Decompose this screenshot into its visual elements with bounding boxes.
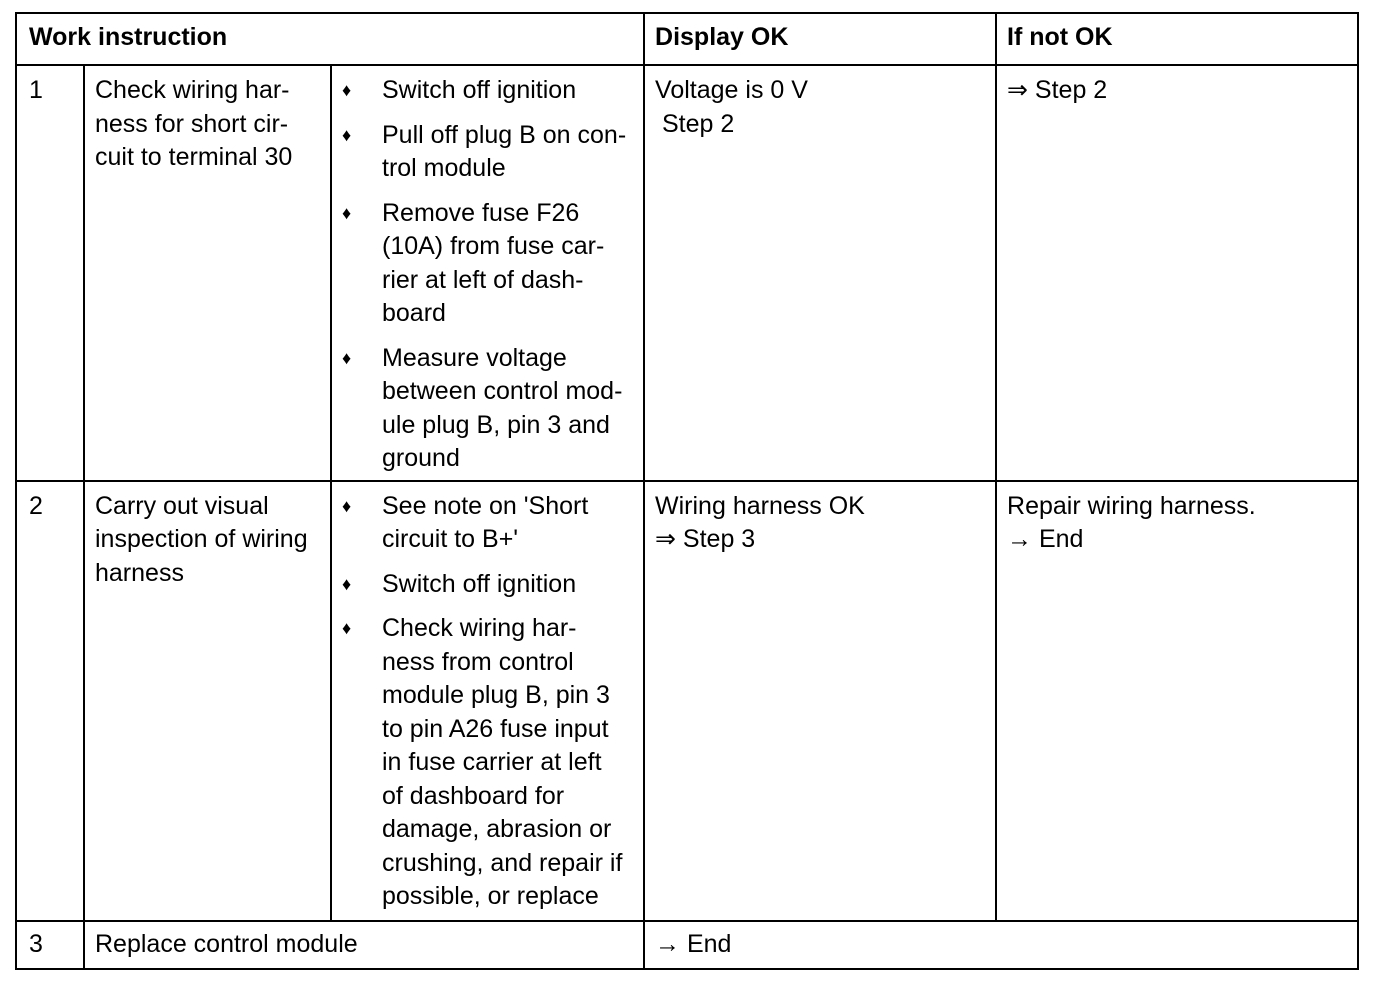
step-result-cell: → End <box>644 921 1358 969</box>
text-line: ⇒ Step 3 <box>655 525 756 553</box>
text-line: ⇒ Step 2 <box>1007 76 1108 104</box>
diamond-bullet-icon: ♦ <box>342 347 352 368</box>
text-line: Pull off plug B on con- <box>382 120 627 149</box>
text-line: crushing, and repair if <box>382 848 623 877</box>
text-line: Measure voltage <box>382 343 567 372</box>
text-line: damage, abrasion or <box>382 815 612 843</box>
text-line: between control mod- <box>382 377 623 405</box>
list-item <box>342 490 633 557</box>
text-line: See note on 'Short <box>382 491 589 520</box>
text-line: Switch off ignition <box>382 76 577 104</box>
text-line: ule plug B, pin 3 and <box>382 410 610 439</box>
text-line: board <box>382 299 446 327</box>
text-line: of dashboard for <box>382 781 565 810</box>
text-line: circuit to B+' <box>382 525 519 553</box>
diamond-bullet-icon: ♦ <box>342 80 352 100</box>
step-description: Replace control module <box>84 921 644 969</box>
text-line: inspection of wiring <box>95 525 308 553</box>
diamond-bullet-icon: ♦ <box>342 202 352 223</box>
work-instruction-table <box>15 12 1359 970</box>
diamond-bullet-icon: ♦ <box>342 573 352 594</box>
text-line: ness from control <box>382 647 574 676</box>
action-list <box>342 74 633 476</box>
text-line: (10A) from fuse car- <box>382 232 605 260</box>
text-line: ground <box>382 444 460 472</box>
step-actions <box>331 65 644 481</box>
header-work-instruction: Work instruction <box>16 13 644 65</box>
text-line: Check wiring har- <box>382 614 577 642</box>
list-item <box>342 74 633 108</box>
text-line: Repair wiring harness. <box>1007 491 1256 520</box>
list-item <box>342 197 633 331</box>
text-line: → End <box>1007 525 1084 553</box>
display-ok-cell <box>644 65 996 481</box>
text-line: Voltage is 0 V <box>655 76 808 104</box>
step-number: 3 <box>16 921 84 969</box>
text-line: trol module <box>382 154 506 182</box>
text-line: possible, or replace <box>382 882 599 910</box>
list-item <box>342 119 633 186</box>
step-number: 1 <box>16 65 84 481</box>
header-row <box>16 13 1358 65</box>
diamond-bullet-icon: ♦ <box>342 618 352 638</box>
text-line: Switch off ignition <box>382 569 577 598</box>
table-row <box>16 65 1358 481</box>
table-row <box>16 481 1358 921</box>
header-display-ok: Display OK <box>644 13 996 65</box>
if-not-ok-cell <box>996 65 1358 481</box>
text-line: cuit to terminal 30 <box>95 143 293 171</box>
text-line: Check wiring har- <box>95 76 290 104</box>
text-line: to pin A26 fuse input <box>382 714 609 743</box>
text-line: in fuse carrier at left <box>382 748 602 776</box>
step-description <box>84 481 331 921</box>
text-line: Carry out visual <box>95 491 269 520</box>
text-line: harness <box>95 558 184 587</box>
text-line: Step 2 <box>655 109 735 138</box>
list-item <box>342 612 633 914</box>
list-item <box>342 568 633 602</box>
if-not-ok-cell <box>996 481 1358 921</box>
step-actions <box>331 481 644 921</box>
text-line: rier at left of dash- <box>382 265 584 294</box>
list-item <box>342 342 633 476</box>
text-line: ness for short cir- <box>95 109 289 138</box>
step-description <box>84 65 331 481</box>
action-list <box>342 490 633 914</box>
table-row <box>16 921 1358 969</box>
text-line: module plug B, pin 3 <box>382 681 610 709</box>
diamond-bullet-icon: ♦ <box>342 495 352 516</box>
text-line: Wiring harness OK <box>655 491 865 520</box>
header-if-not-ok: If not OK <box>996 13 1358 65</box>
diamond-bullet-icon: ♦ <box>342 124 352 145</box>
display-ok-cell <box>644 481 996 921</box>
text-line: Remove fuse F26 <box>382 198 580 227</box>
step-number: 2 <box>16 481 84 921</box>
